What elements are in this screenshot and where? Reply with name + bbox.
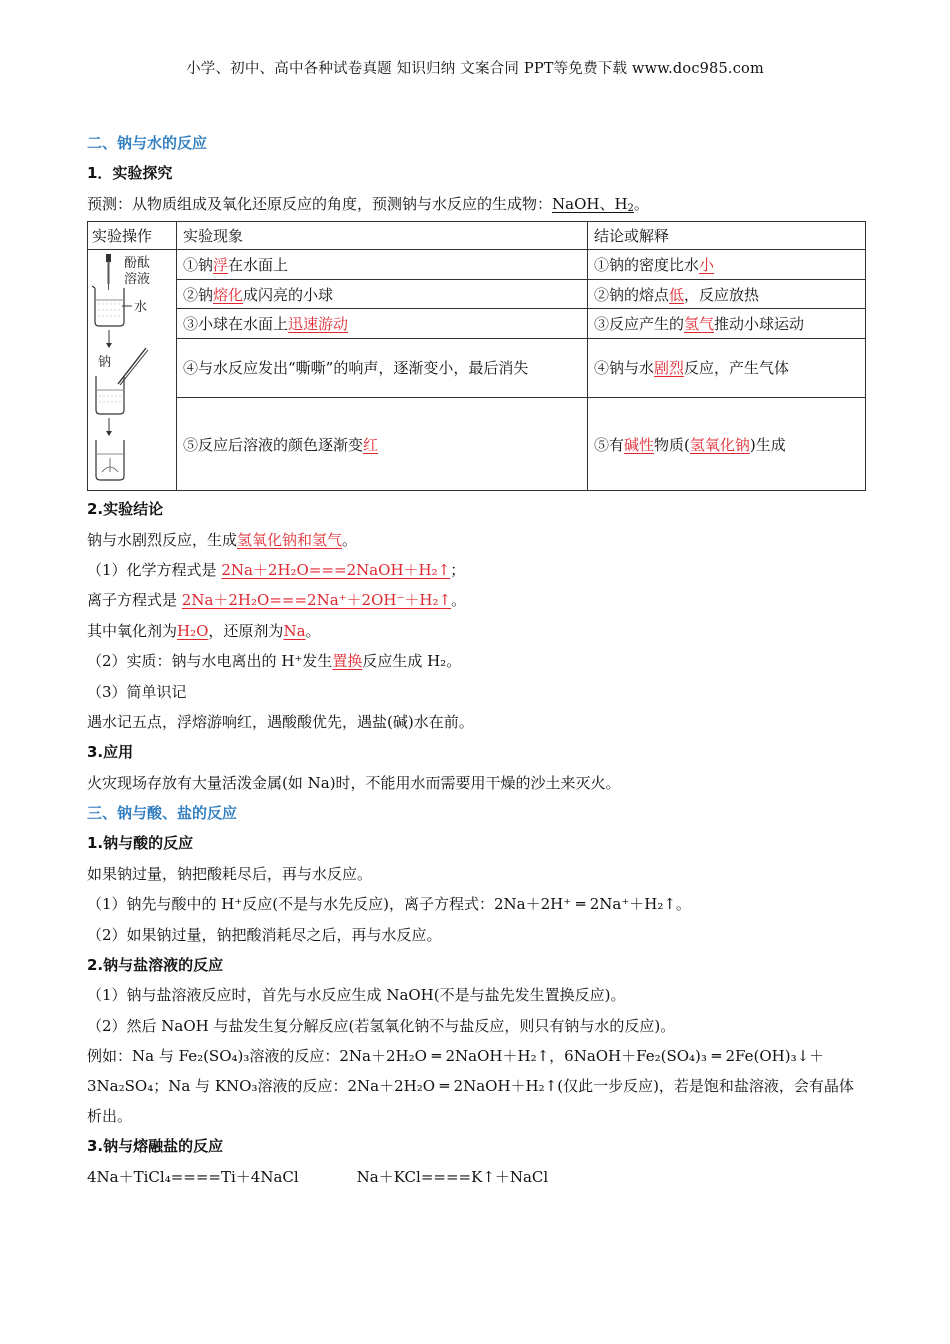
essence-line: （2）实质：钠与水电离出的 H⁺发生置换反应生成 H₂。: [87, 652, 462, 671]
subsection-2-title: 2.实验结论: [87, 500, 164, 519]
phenomenon-cell: ④与水反应发出“嘶嘶”的响声，逐渐变小，最后消失: [177, 339, 588, 398]
explanation-cell: ③反应产生的氢气推动小球运动: [588, 309, 866, 339]
table-row: [88, 309, 866, 339]
phenomenon-cell: ②钠熔化成闪亮的小球: [177, 279, 588, 309]
table-row: [88, 398, 866, 491]
acid-reaction-line: 如果钠过量，钠把酸耗尽后，再与水反应。: [87, 864, 373, 883]
phenomenon-cell: ①钠浮在水面上: [177, 250, 588, 280]
subsection-3-title: 3.应用: [87, 743, 134, 762]
salt-solution-line: （2）然后 NaOH 与盐发生复分解反应(若氢氧化钠不与盐反应，则只有钠与水的反应)。: [87, 1016, 676, 1035]
redox-line: 其中氧化剂为H₂O，还原剂为Na。: [87, 621, 321, 640]
ionic-equation-line: 离子方程式是 2Na＋2H₂O===2Na⁺＋2OH⁻＋H₂↑。: [87, 591, 467, 610]
memo-title: （3）简单识记: [87, 682, 187, 701]
acid-reaction-title: 1.钠与酸的反应: [87, 834, 194, 853]
salt-solution-example: 例如：Na 与 Fe₂(SO₄)₃溶液的反应：2Na＋2H₂O ═ 2NaOH＋H₂↑，6NaOH＋Fe₂(SO₄)₃ ═ 2Fe(OH)₃↓＋3Na₂SO₄；Na 与 KNO₃溶液的反应：2Na＋2H₂O ═ 2NaOH＋H₂↑(仅此一步反应)，若是饱和盐溶液，会有晶体析出。: [87, 1047, 854, 1126]
table-row: [88, 279, 866, 309]
salt-solution-title: 2.钠与盐溶液的反应: [87, 956, 224, 975]
beaker-icon: [96, 440, 124, 480]
molten-salt-equations: 4Na＋TiCl₄====Ti＋4NaCl Na＋KCl====K↑＋NaCl: [87, 1167, 549, 1186]
indicator-label: 溶液: [124, 272, 151, 288]
chemical-equation-line: （1）化学方程式是 2Na＋2H₂O===2NaOH＋H₂↑；: [87, 560, 466, 579]
subsection-1-title: 1．实验探究: [87, 164, 173, 183]
dropper-icon: [106, 254, 111, 290]
molten-salt-title: 3.钠与熔融盐的反应: [87, 1137, 224, 1156]
apparatus-cell: [88, 250, 177, 491]
document-body: [87, 128, 862, 1192]
sodium-label: 钠: [98, 355, 112, 371]
page-header: 小学、初中、高中各种试卷真题 知识归纳 文案合同 PPT等免费下载 www.doc985.com: [186, 61, 764, 77]
prediction-line: 预测：从物质组成及氧化还原反应的角度，预测钠与水反应的生成物：NaOH、$H_2$。: [87, 194, 649, 214]
phenomenon-cell: ⑤反应后溶液的颜色逐渐变红: [177, 398, 588, 491]
table-header-cell: 实验现象: [177, 222, 588, 250]
water-label: 水: [134, 300, 148, 316]
application-text: 火灾现场存放有大量活泼金属(如 Na)时，不能用水而需要用干燥的沙土来灭火。: [87, 773, 621, 792]
phenomenon-cell: ③小球在水面上迅速游动: [177, 309, 588, 339]
beaker-icon: [92, 286, 124, 326]
prediction-answer: NaOH、$H_2$: [552, 194, 634, 214]
conclusion-line: 钠与水剧烈反应，生成氢氧化钠和氢气。: [87, 530, 358, 549]
experiment-table: [87, 221, 866, 491]
indicator-label: 酚酞: [124, 256, 151, 272]
table-row: [88, 250, 866, 280]
explanation-cell: ①钠的密度比水小: [588, 250, 866, 280]
table-row: [88, 339, 866, 398]
salt-solution-line: （1）钠与盐溶液反应时，首先与水反应生成 NaOH(不是与盐先发生置换反应)。: [87, 986, 626, 1005]
table-header-row: [88, 222, 866, 250]
table-header-cell: 结论或解释: [588, 222, 866, 250]
section-2-title: 二、钠与水的反应: [87, 134, 208, 152]
apparatus-diagram: [88, 250, 168, 490]
explanation-cell: ②钠的熔点低，反应放热: [588, 279, 866, 309]
memo-text: 遇水记五点，浮熔游响红，遇酸酸优先，遇盐(碱)水在前。: [87, 712, 474, 731]
explanation-cell: ④钠与水剧烈反应，产生气体: [588, 339, 866, 398]
acid-reaction-line: （2）如果钠过量，钠把酸消耗尽之后，再与水反应。: [87, 925, 442, 944]
explanation-cell: ⑤有碱性物质(氢氧化钠)生成: [588, 398, 866, 491]
acid-reaction-line: （1）钠先与酸中的 H⁺反应(不是与水先反应)，离子方程式：2Na＋2H⁺ ═ 2Na⁺＋H₂↑。: [87, 895, 691, 914]
table-header-cell: 实验操作: [88, 222, 177, 250]
section-3-title: 三、钠与酸、盐的反应: [87, 804, 238, 823]
